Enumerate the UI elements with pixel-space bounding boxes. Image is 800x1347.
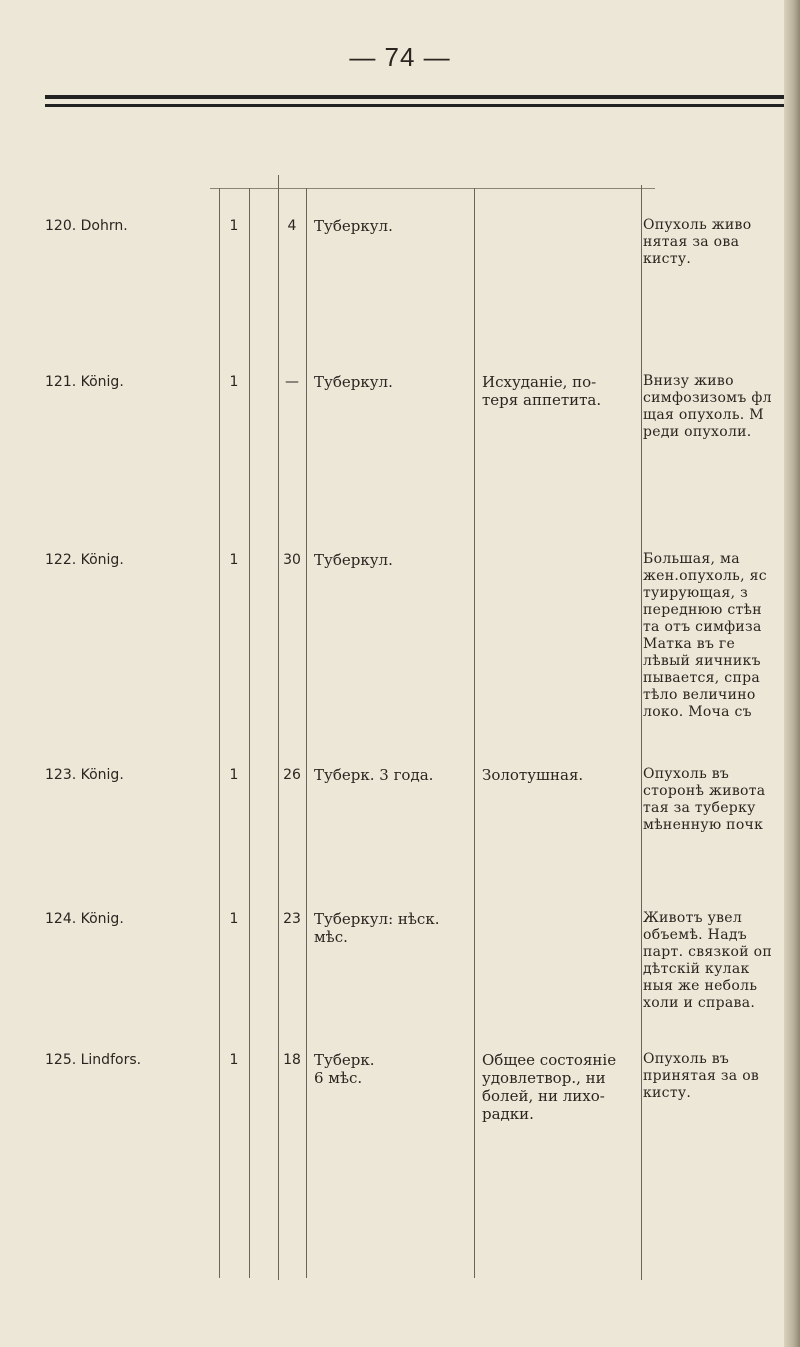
case-disease: Туберкул.	[314, 373, 393, 391]
case-general-state: Золотушная.	[482, 766, 584, 784]
case-disease: Туберкул.	[314, 551, 393, 569]
case-disease: Туберк. 3 года.	[314, 766, 434, 784]
page-edge	[784, 0, 800, 1347]
case-count: 1	[229, 218, 239, 234]
case-name: 124. König.	[45, 911, 124, 927]
case-findings: Животъ увел объемѣ. Надъ парт. связкой оп дѣтскій кулак ныя же неболь холи и справа.	[643, 910, 772, 1011]
table-top-border	[210, 188, 655, 189]
case-general-state: Исхуданіе, по- теря аппетита.	[482, 373, 602, 409]
case-disease: Туберкул: нѣск. мѣс.	[314, 910, 440, 946]
case-name: 123. König.	[45, 767, 124, 783]
case-findings: Большая, ма жен.опухоль, яс туирующая, з переднюю стѣн та отъ симфиза Матка въ ге лѣвый яичникъ пывается, спра тѣло величино локо. Моча съ	[643, 551, 767, 720]
case-age: 23	[283, 911, 301, 927]
case-name: 121. König.	[45, 374, 124, 390]
case-age: 4	[287, 218, 297, 234]
case-name: 120. Dohrn.	[45, 218, 128, 234]
case-findings: Опухоль живо нятая за ова кисту.	[643, 217, 752, 267]
header-rule-thick	[45, 95, 795, 99]
case-count: 1	[229, 374, 239, 390]
column-divider	[306, 188, 307, 1278]
case-age: 18	[283, 1052, 301, 1068]
column-divider	[641, 185, 642, 1280]
case-count: 1	[229, 911, 239, 927]
page-number: — 74 —	[349, 42, 451, 72]
case-count: 1	[229, 1052, 239, 1068]
case-findings: Внизу живо симфозизомъ фл щая опухоль. М реди опухоли.	[643, 373, 772, 440]
case-name: 125. Lindfors.	[45, 1052, 142, 1068]
case-name: 122. König.	[45, 552, 124, 568]
case-count: 1	[229, 767, 239, 783]
column-divider	[278, 175, 279, 1280]
case-disease: Туберкул.	[314, 217, 393, 235]
case-findings: Опухоль въ сторонѣ живота тая за туберку мѣненную почк	[643, 766, 766, 833]
case-age: 30	[283, 552, 301, 568]
column-divider	[219, 188, 220, 1278]
case-age: 26	[283, 767, 301, 783]
case-findings: Опухоль въ принятая за ов кисту.	[643, 1051, 760, 1101]
case-age: —	[285, 374, 299, 390]
header-rule-thin	[45, 104, 795, 107]
column-divider	[249, 188, 250, 1278]
case-general-state: Общее состояніе удовлетвор., ни болей, ни лихо- радки.	[482, 1051, 617, 1123]
case-count: 1	[229, 552, 239, 568]
case-disease: Туберк. 6 мѣс.	[314, 1051, 375, 1087]
column-divider	[474, 188, 475, 1278]
